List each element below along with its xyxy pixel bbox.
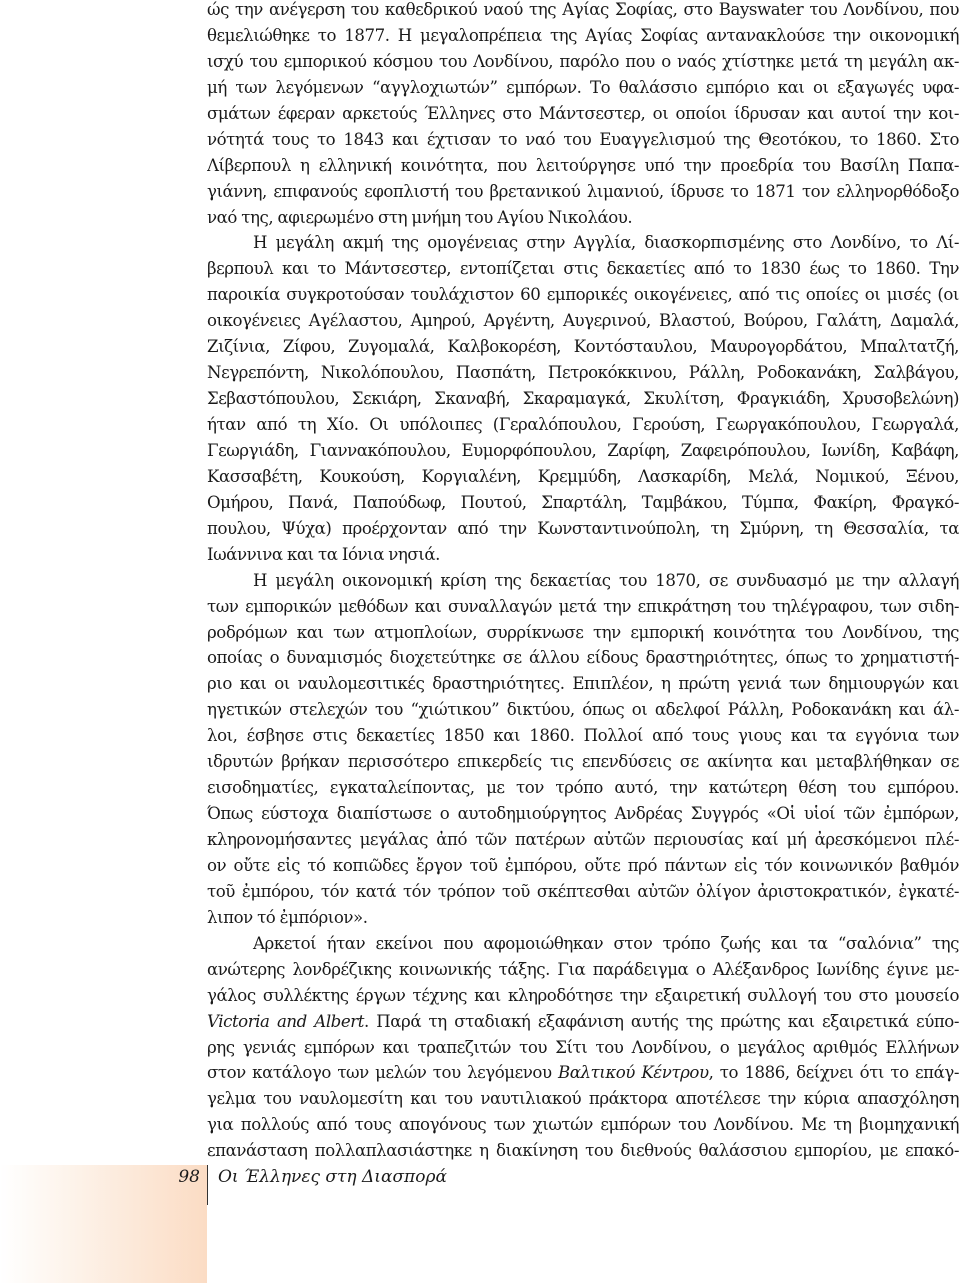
text-run: λοι, έσβησε στις δεκαετίες 1850 και 1860. Πολλοί από τους γιους και τα εγγόνια των — [207, 726, 959, 746]
text-run: Ομήρου, Πανά, Παπούδωφ, Πουτού, Σπαρτάλη, Ταμβάκου, Τύμπα, Φακίρη, Φραγκό- — [207, 492, 959, 512]
text-line — [207, 230, 959, 256]
text-line — [207, 905, 959, 931]
text-line — [207, 1086, 959, 1112]
text-run: Όπως εύστοχα διαπίστωσε ο αυτοδημιούργητος Ανδρέας Συγγρός «Οἱ υἱοί τῶν ἐμπόρων, — [207, 804, 959, 824]
text-run: γιάννη, επιφανούς εφοπλιστή του βρετανικού λιμανιού, ίδρυσε το 1871 τον ελληνορθόδοξο — [207, 181, 959, 201]
text-line — [207, 464, 959, 490]
text-line — [207, 282, 959, 308]
text-line — [207, 931, 959, 957]
text-run: ήταν από τη Χίο. Οι υπόλοιπες (Γεραλόπουλου, Γερούση, Γεωργακόπουλου, Γεωργαλά, — [207, 415, 959, 434]
text-line — [207, 723, 959, 749]
text-run: Αρκετοί ήταν εκείνοι που αφομοιώθηκαν στον τρόπο ζωής και τα “σαλόνια” της — [253, 933, 959, 953]
text-line — [207, 568, 959, 594]
text-line — [207, 879, 959, 905]
text-run: μή των λεγόμενων “αγγλοχιωτών” εμπόρων. Το θαλάσσιο εμπόριο και οι εξαγωγές υφα- — [207, 77, 959, 97]
text-run: γελμα του ναυλομεσίτη και του ναυτιλιακού πράκτορα αποτέλεσε την κύρια απασχόληση — [207, 1089, 959, 1109]
text-run: . Παρά τη σταδιακή εξαφάνιση αυτής της πρώτης και εξαιρετικά εύπο- — [363, 1011, 959, 1031]
text-run: θεμελιώθηκε το 1877. Η μεγαλοπρέπεια της Αγίας Σοφίας αντανακλούσε την οικονομική — [207, 25, 959, 45]
text-run: ροδρόμων και των ατμοπλοίων, συρρίκνωσε την εμπορική κοινότητα του Λονδίνου, της — [207, 622, 959, 642]
text-run: Σεβαστόπουλου, Σεκιάρη, Σκαναβή, Σκαραμαγκά, Σκυλίτση, Φραγκιάδη, Χρυσοβελώνη) — [207, 389, 959, 409]
text-line — [207, 412, 959, 438]
italic-run: Βαλτικού Κέντρου — [557, 1063, 709, 1083]
text-run: των εμπορικών μεθόδων και συναλλαγών μετά την επικράτηση του τηλέγραφου, των σιδη- — [207, 596, 959, 616]
text-line — [207, 1060, 959, 1086]
running-title: Οι Έλληνες στη Διασπορά — [218, 1167, 447, 1187]
text-line — [207, 775, 959, 801]
text-run: οικογένειες Αγέλαστου, Αμηρού, Αργέντη, Αυγερινού, Βλαστού, Βούρου, Γαλάτη, Δαμαλά, — [207, 311, 959, 331]
text-run: ριο και οι ναυλομεσιτικές δραστηριότητες. Επιπλέον, η πρώτη γενιά των δημιουργών και — [207, 674, 959, 694]
text-line — [207, 256, 959, 282]
text-run: οποίας ο δυναμισμός διοχετεύτηκε σε άλλου είδους δραστηριότητες, όπως το χρηματιστή- — [207, 648, 959, 668]
page-number: 98 — [178, 1167, 200, 1187]
text-run: βερπουλ και το Μάντσεστερ, εντοπίζεται στις δεκαετίες από το 1830 έως το 1860. Την — [207, 259, 959, 279]
text-run: Η μεγάλη οικονομική κρίση της δεκαετίας του 1870, σε συνδυασμό με την αλλαγή — [253, 570, 959, 590]
text-line — [207, 594, 959, 620]
text-line — [207, 23, 959, 49]
text-line — [207, 516, 959, 542]
text-line — [207, 438, 959, 464]
text-run: κληρονομήσαντες μεγάλας ἀπό τῶν πατέρων αὐτῶν περιουσίας καί μή ἀρεσκόμενοι πλέ- — [207, 830, 959, 849]
text-line — [207, 1009, 959, 1035]
text-line — [207, 542, 959, 568]
text-run: σμάτων έφεραν αρκετούς Έλληνες στο Μάντσεστερ, οι οποίοι ίδρυσαν και αυτοί την κοι- — [207, 103, 959, 123]
paragraph — [207, 568, 959, 931]
text-line — [207, 179, 959, 205]
text-line — [207, 1112, 959, 1138]
text-run: ρης γενιάς εμπόρων και τραπεζιτών του Σίτι του Λονδίνου, ο μεγάλος αριθμός Ελλήνων — [207, 1037, 959, 1057]
text-run: γάλος συλλέκτης έργων τέχνης και κληροδότησε την εξαιρετική συλλογή του στο μουσείο — [207, 985, 959, 1005]
text-run: , το 1886, δείχνει ότι το επάγ- — [708, 1063, 959, 1083]
text-line — [207, 827, 959, 853]
text-line — [207, 0, 959, 23]
text-line — [207, 205, 959, 231]
text-line — [207, 749, 959, 775]
text-run: Νεγρεπόντη, Νικολόπουλου, Πασπάτη, Πετροκόκκινου, Ράλλη, Ροδοκανάκη, Σαλβάγου, — [207, 363, 959, 383]
text-line — [207, 308, 959, 334]
text-line — [207, 620, 959, 646]
text-line — [207, 801, 959, 827]
text-line — [207, 490, 959, 516]
text-line — [207, 127, 959, 153]
text-run: επανάσταση πολλαπλασιάστηκε η διακίνηση του διεθνούς θαλάσσιου εμπορίου, με επακό- — [207, 1141, 959, 1161]
text-line — [207, 645, 959, 671]
text-run: ναό της, αφιερωμένο στη μνήμη του Αγίου Νικολάου. — [207, 207, 633, 227]
paragraph — [207, 931, 959, 1164]
paragraph — [207, 0, 959, 230]
text-run: ον οὔτε εἰς τό κοπιῶδες ἔργον τοῦ ἐμπόρου, οὔτε πρό πάντων εἰς τόν κοινωνικόν βαθμόν — [207, 855, 959, 875]
text-run: ιδρυτών βρήκαν περισσότερο επικερδείς τις επενδύσεις σε ακίνητα και μεταβλήθηκαν σε — [207, 752, 959, 772]
text-run: Ιωάννινα και τα Ιόνια νησιά. — [207, 544, 440, 564]
text-line — [207, 697, 959, 723]
text-line — [207, 853, 959, 879]
text-run: λιπον τό ἐμπόριον». — [207, 907, 368, 927]
footer-divider — [207, 1165, 208, 1205]
text-run: τοῦ ἐμπόρου, τόν κατά τόν τρόπον τοῦ σκέπτεσθαι αὐτῶν ὀλίγον ἀριστοκρατικόν, ἐγκατέ- — [207, 881, 959, 901]
text-run: ισχύ του εμπορικού κόσμου του Λονδίνου, παρόλο που ο ναός χτίστηκε μετά τη μεγάλη ακ- — [207, 51, 959, 71]
italic-run: Victoria and Albert — [207, 1011, 364, 1031]
text-run: εισοδηματίες, εγκαταλείποντας, με τον τρόπο αυτό, την κατώτερη θέση του εμπόρου. — [207, 778, 959, 798]
text-line — [207, 49, 959, 75]
text-run: ώς την ανέγερση του καθεδρικού ναού της Αγίας Σοφίας, στο Bayswater του Λονδίνου, που — [207, 0, 959, 19]
text-run: στον κατάλογο των μελών του λεγόμενου — [207, 1063, 558, 1083]
text-line — [207, 386, 959, 412]
text-run: Γεωργιάδη, Γιαννακόπουλου, Ευμορφόπουλου, Ζαρίφη, Ζαφειρόπουλου, Ιωνίδη, Καβάφη, — [207, 440, 959, 460]
text-line — [207, 101, 959, 127]
text-line — [207, 334, 959, 360]
text-run: παροικία συγκροτούσαν τουλάχιστον 60 εμπορικές οικογένειες, από τις οποίες οι μισές (οι — [207, 285, 959, 305]
paragraph — [207, 230, 959, 567]
text-line — [207, 983, 959, 1009]
text-run: Λίβερπουλ η ελληνική κοινότητα, που λειτούργησε υπό την προεδρία του Βασίλη Παπα- — [207, 155, 959, 175]
text-run: για πολλούς από τους απογόνους των χιωτών εμπόρων του Λονδίνου. Με τη βιομηχανική — [207, 1115, 959, 1135]
text-line — [207, 153, 959, 179]
text-run: Κασσαβέτη, Κουκούση, Κοργιαλένη, Κρεμμύδη, Λασκαρίδη, Μελά, Νομικού, Ξένου, — [207, 466, 959, 486]
body-text — [207, 0, 959, 1164]
text-line — [207, 360, 959, 386]
text-line — [207, 1035, 959, 1061]
text-line — [207, 671, 959, 697]
text-line — [207, 1138, 959, 1164]
text-run: ηγετικών στελεχών του “χιώτικου” δικτύου, όπως οι αδελφοί Ράλλη, Ροδοκανάκη και άλ- — [207, 700, 959, 720]
text-run: πουλου, Ψύχα) προέρχονταν από την Κωνσταντινούπολη, τη Σμύρνη, τη Θεσσαλία, τα — [207, 518, 959, 538]
text-run: Η μεγάλη ακμή της ομογένειας στην Αγγλία, διασκορπισμένης στο Λονδίνο, το Λί- — [253, 233, 959, 253]
text-line — [207, 957, 959, 983]
text-run: νότητά τους το 1843 και έχτισαν το ναό του Ευαγγελισμού της Θεοτόκου, το 1860. Στο — [207, 129, 959, 149]
text-run: ανώτερης λονδρέζικης κοινωνικής τάξης. Για παράδειγμα ο Αλέξανδρος Ιωνίδης έγινε με- — [207, 959, 959, 979]
text-run: Ζιζίνια, Ζίφου, Ζυγομαλά, Καλβοκορέση, Κοντόσταυλου, Μαυρογορδάτου, Μπαλτατζή, — [207, 337, 959, 357]
text-line — [207, 75, 959, 101]
